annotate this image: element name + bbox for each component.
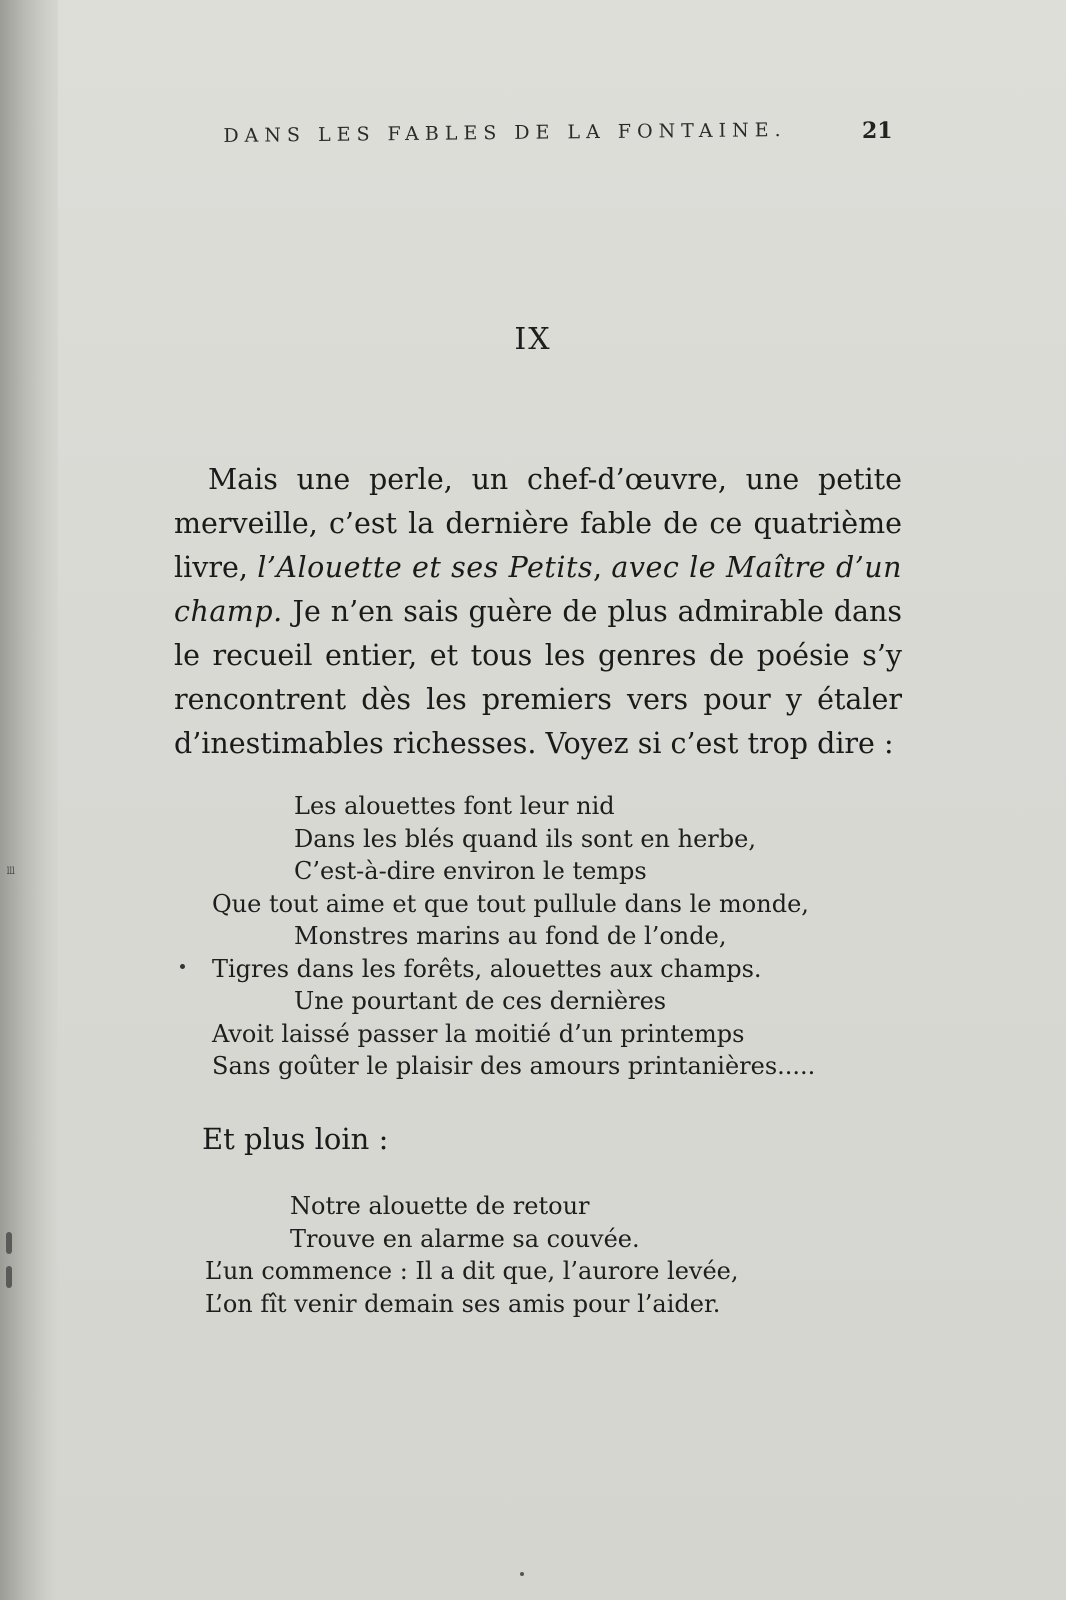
verse-line: Tigres dans les forêts, alouettes aux champs.: [212, 954, 762, 983]
verse-line: L’on fît venir demain ses amis pour l’aider.: [205, 1289, 721, 1318]
verse-line: Que tout aime et que tout pullule dans le monde,: [212, 889, 809, 918]
body-paragraph: [174, 458, 902, 766]
verse-line: C’est-à-dire environ le temps: [294, 857, 647, 885]
paragraph-text-start: Mais une perle, un chef-d’œuvre, une petite merveille, c’est la dernière fable de ce quatrième livre,: [174, 463, 902, 584]
section-numeral: IX: [514, 322, 552, 357]
paragraph-text-middle: ,: [593, 551, 612, 584]
fable-subtitle-italic: avec le Maître d’un champ.: [174, 551, 902, 628]
transition-text: Et plus loin :: [202, 1122, 389, 1156]
verse-line: Notre alouette de retour: [290, 1192, 590, 1220]
verse-line: Trouve en alarme sa couvée.: [290, 1224, 640, 1253]
running-head: DANS LES FABLES DE LA FONTAINE.: [223, 119, 787, 147]
verse-line: Une pourtant de ces dernières: [294, 987, 667, 1015]
verse-line: Monstres marins au fond de l’onde,: [294, 922, 727, 950]
paragraph-text-end: Je n’en sais guère de plus admirable dans le recueil entier, et tous les genres de poésie s’y rencontrent dès les premiers vers pour y étaler d’inestimables richesses. Voyez si c’est trop dire :: [174, 595, 902, 760]
verse-line: Avoit laissé passer la moitié d’un printemps: [212, 1019, 745, 1048]
verse-line: Les alouettes font leur nid: [294, 792, 615, 820]
verse-quotation-1: [0, 790, 1066, 1083]
verse-line: L’un commence : Il a dit que, l’aurore levée,: [205, 1257, 739, 1285]
margin-mark: ııı: [6, 862, 15, 878]
verse-quotation-2: [0, 1190, 1066, 1320]
verse-line: Sans goûter le plaisir des amours printanières.....: [212, 1052, 816, 1080]
verse-line: Dans les blés quand ils sont en herbe,: [294, 824, 756, 853]
fable-title-italic: l’Alouette et ses Petits: [257, 551, 594, 584]
page-number: 21: [862, 118, 893, 144]
stray-dot-bottom: [520, 1572, 524, 1576]
